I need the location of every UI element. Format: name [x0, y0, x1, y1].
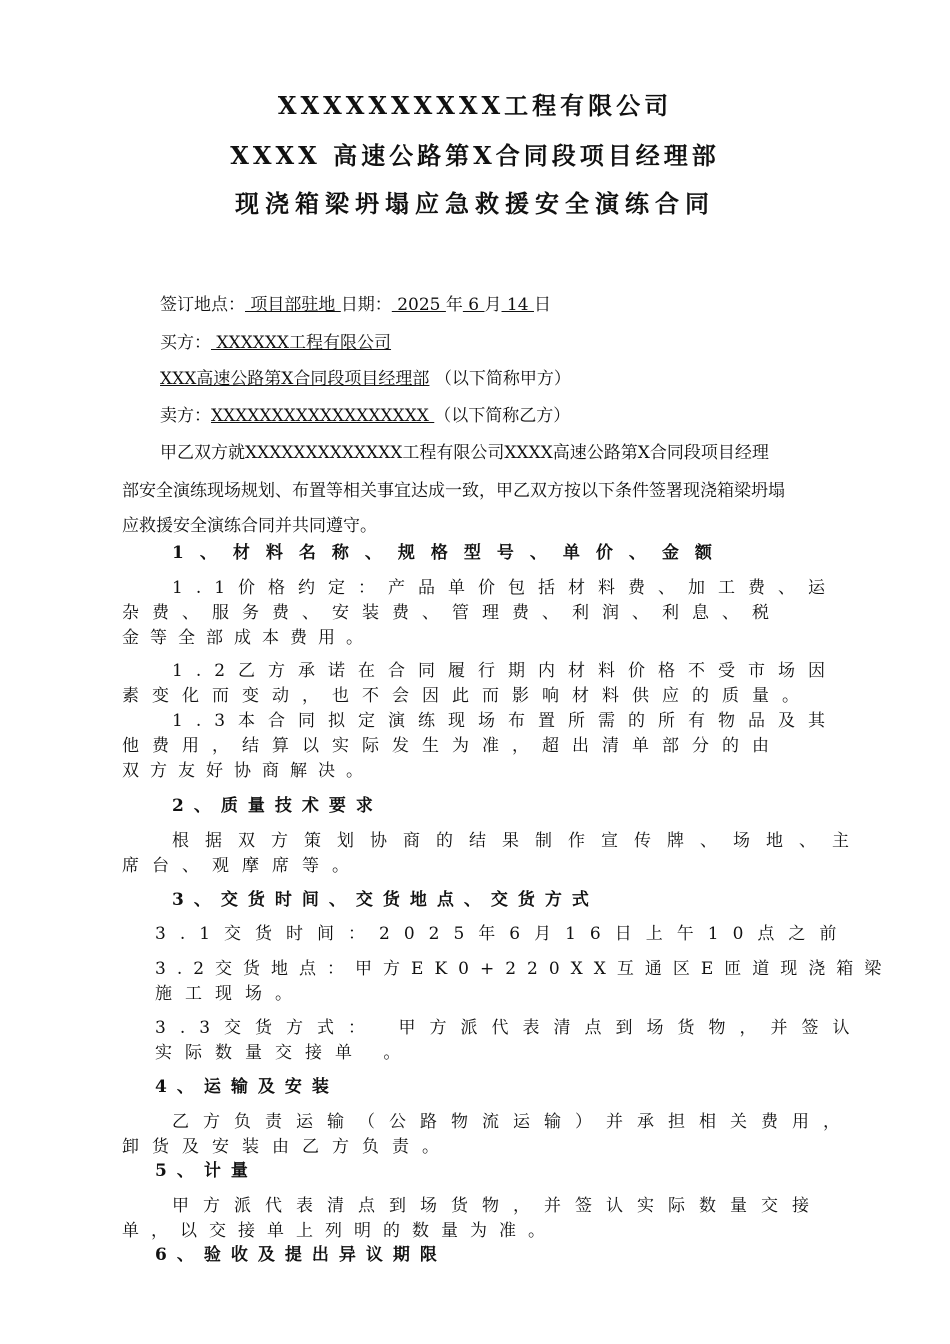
- department-title: XXXX 高速公路第X合同段项目经理部: [230, 141, 720, 170]
- section-4-heading: 4、运输及安装: [155, 1077, 339, 1097]
- signing-info-line: [160, 294, 551, 316]
- s3-p2-line-1: 3.2交货地点：甲方EK0+220XX互通区E匝道现浇箱梁: [155, 959, 893, 979]
- day-unit: 日: [533, 295, 551, 315]
- s2-line-2: 席台、观摩席等。: [122, 856, 362, 876]
- section-6-heading: 6、验收及提出异议期限: [155, 1245, 447, 1265]
- place-value: 项目部驻地: [245, 295, 341, 315]
- s3-p1: 3.1交货时间：2025年6月16日上午10点之前: [155, 924, 851, 944]
- s1-p2-line-1: 1.2乙方承诺在合同履行期内材料价格不受市场因: [172, 661, 839, 681]
- date-day: 14: [501, 295, 534, 315]
- seller-line: [160, 405, 570, 427]
- intro-line-2: 部安全演练现场规划、布置等相关事宜达成一致，甲乙双方按以下条件签署现浇箱梁坍塌: [122, 481, 785, 501]
- place-label: 签订地点：: [160, 295, 245, 315]
- s2-line-1: 根据双方策划协商的结果制作宣传牌、场地、主: [172, 831, 865, 851]
- s1-p3-line-1: 1.3本合同拟定演练现场布置所需的所有物品及其: [172, 711, 839, 731]
- buyer-suffix: （以下简称甲方）: [434, 369, 571, 389]
- s1-p1-line-2: 杂费、服务费、安装费、管理费、利润、利息、税: [122, 603, 782, 623]
- date-label: 日期：: [340, 295, 392, 315]
- s5-line-2: 单，以交接单上列明的数量为准。: [122, 1221, 557, 1241]
- buyer-label: 买方：: [160, 333, 211, 353]
- s3-p3-line-2: 实际数量交接单 。: [155, 1043, 414, 1063]
- year-unit: 年: [445, 295, 463, 315]
- buyer-dept-line: [160, 368, 571, 390]
- s3-p2-line-2: 施工现场。: [155, 984, 305, 1004]
- buyer-line: [160, 332, 391, 354]
- contract-title: 现浇箱梁坍塌应急救援安全演练合同: [235, 189, 715, 218]
- seller-value: XXXXXXXXXXXXXXXXXX: [211, 406, 435, 426]
- s1-p2-line-2: 素变化而变动，也不会因此而影响材料供应的质量。: [122, 686, 812, 706]
- s1-p3-line-3: 双方友好协商解决。: [122, 761, 374, 781]
- s3-p3-line-1: 3.3交货方式： 甲方派代表清点到场货物，并签认: [155, 1018, 864, 1038]
- s5-line-1: 甲方派代表清点到场货物，并签认实际数量交接: [172, 1196, 823, 1216]
- seller-label: 卖方：: [160, 406, 211, 426]
- company-title: XXXXXXXXXX工程有限公司: [277, 91, 673, 120]
- buyer-value: XXXXXX工程有限公司: [211, 333, 392, 353]
- seller-suffix: （以下简称乙方）: [434, 406, 571, 426]
- section-5-heading: 5、计量: [155, 1161, 258, 1181]
- section-3-heading: 3、交货时间、交货地点、交货方式: [172, 890, 599, 910]
- s4-line-2: 卸货及安装由乙方负责。: [122, 1137, 452, 1157]
- section-1-heading: 1、材料名称、规格型号、单价、金额: [172, 543, 728, 563]
- month-unit: 月: [484, 295, 502, 315]
- s4-line-1: 乙方负责运输（公路物流运输）并承担相关费用，: [172, 1112, 854, 1132]
- s1-p1-line-1: 1.1价格约定：产品单价包括材料费、加工费、运: [172, 578, 839, 598]
- date-month: 6: [462, 295, 485, 315]
- intro-line-1: 甲乙双方就XXXXXXXXXXXXX工程有限公司XXXX高速公路第X合同段项目经理: [160, 443, 769, 463]
- date-year: 2025: [391, 295, 446, 315]
- intro-line-3: 应救援安全演练合同并共同遵守。: [122, 516, 377, 536]
- s1-p1-line-3: 金等全部成本费用。: [122, 628, 374, 648]
- s1-p3-line-2: 他费用，结算以实际发生为准，超出清单部分的由: [122, 736, 782, 756]
- section-2-heading: 2、质量技术要求: [172, 796, 383, 816]
- buyer-dept: XXX高速公路第X合同段项目经理部: [160, 369, 430, 389]
